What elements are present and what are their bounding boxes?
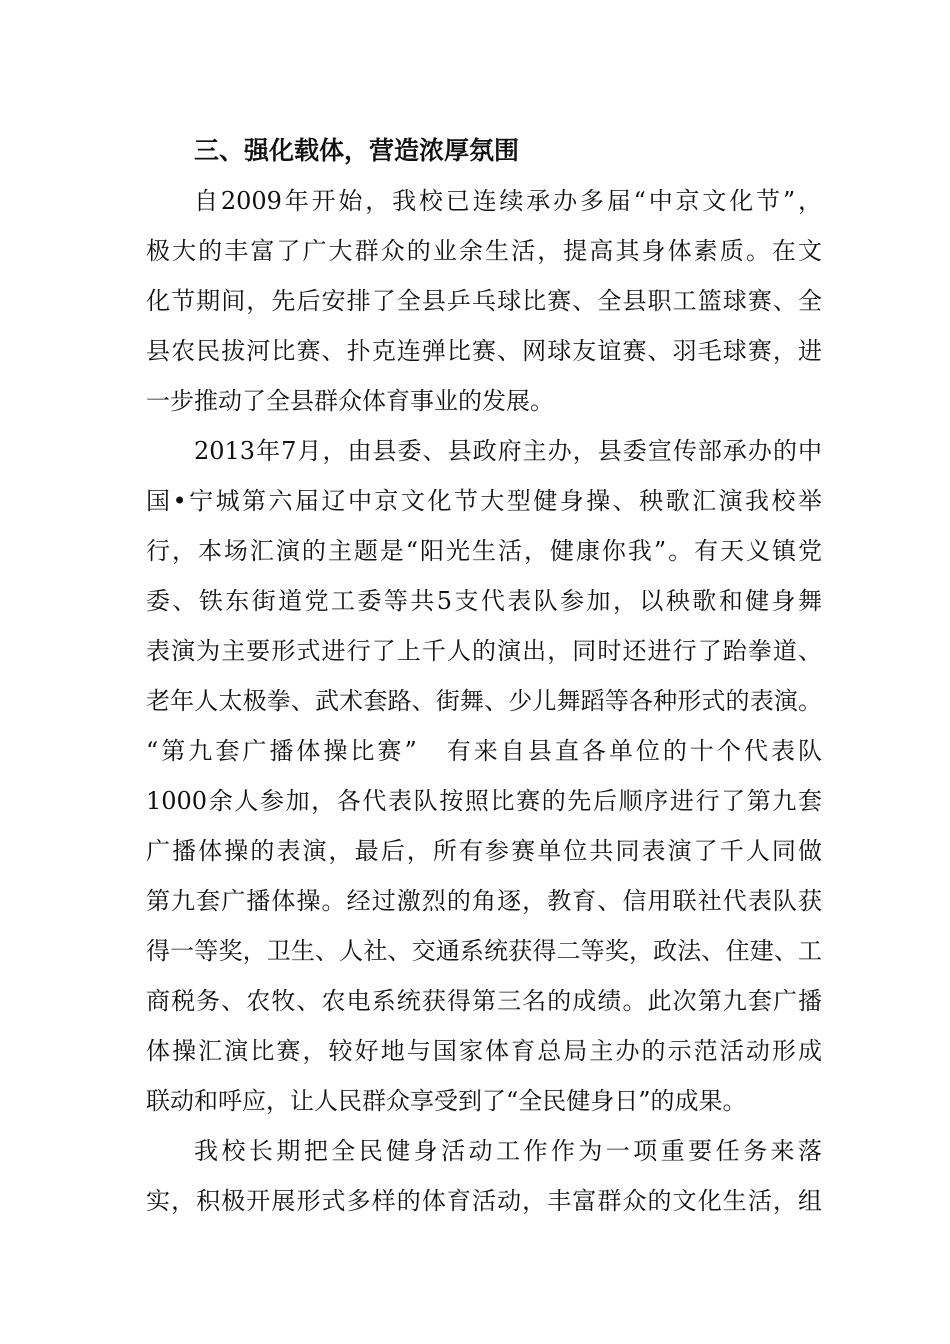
paragraph-long-term-work xyxy=(146,1126,822,1226)
paragraph-line: 广播体操的表演，最后，所有参赛单位共同表演了千人同做 xyxy=(146,837,822,865)
paragraph-line: 体操汇演比赛，较好地与国家体育总局主办的示范活动形成 xyxy=(146,1037,822,1065)
paragraph-2013-event xyxy=(146,426,822,1126)
paragraph-line: 自2009年开始，我校已连续承办多届“中京文化节”， xyxy=(194,187,822,215)
paragraph-line: 第九套广播体操。经过激烈的角逐，教育、信用联社代表队获 xyxy=(146,887,822,915)
document-page xyxy=(146,126,822,1226)
paragraph-line: 得一等奖，卫生、人社、交通系统获得二等奖，政法、住建、工 xyxy=(146,937,822,965)
paragraph-line: 老年人太极拳、武术套路、街舞、少儿舞蹈等各种形式的表演。 xyxy=(146,687,822,715)
section-heading: 三、强化载体，营造浓厚氛围 xyxy=(194,136,520,165)
paragraph-line: 2013年7月，由县委、县政府主办，县委宣传部承办的中 xyxy=(194,437,822,465)
paragraph-line: “第九套广播体操比赛” 有来自县直各单位的十个代表队 xyxy=(146,737,822,765)
paragraph-line: 实，积极开展形式多样的体育活动，丰富群众的文化生活，组 xyxy=(146,1187,822,1215)
paragraph-line: 一步推动了全县群众体育事业的发展。 xyxy=(146,387,554,415)
paragraph-line: 表演为主要形式进行了上千人的演出，同时还进行了跆拳道、 xyxy=(146,637,822,665)
paragraph-culture-festival xyxy=(146,176,822,426)
paragraph-line: 联动和呼应，让人民群众享受到了“全民健身日”的成果。 xyxy=(146,1087,747,1115)
paragraph-line: 商税务、农牧、农电系统获得第三名的成绩。此次第九套广播 xyxy=(146,987,822,1015)
paragraph-line: 极大的丰富了广大群众的业余生活，提高其身体素质。在文 xyxy=(146,237,822,265)
paragraph-line: 我校长期把全民健身活动工作作为一项重要任务来落 xyxy=(194,1137,822,1165)
paragraph-line: 县农民拔河比赛、扑克连弹比赛、网球友谊赛、羽毛球赛，进 xyxy=(146,337,822,365)
paragraph-line: 国•宁城第六届辽中京文化节大型健身操、秧歌汇演我校举 xyxy=(146,487,822,515)
paragraph-line: 化节期间，先后安排了全县乒乓球比赛、全县职工篮球赛、全 xyxy=(146,287,822,315)
paragraph-line: 委、铁东街道党工委等共5支代表队参加，以秧歌和健身舞 xyxy=(146,587,822,615)
paragraph-line: 1000余人参加，各代表队按照比赛的先后顺序进行了第九套 xyxy=(146,787,822,815)
paragraph-line: 行，本场汇演的主题是“阳光生活，健康你我”。有天义镇党 xyxy=(146,537,822,565)
